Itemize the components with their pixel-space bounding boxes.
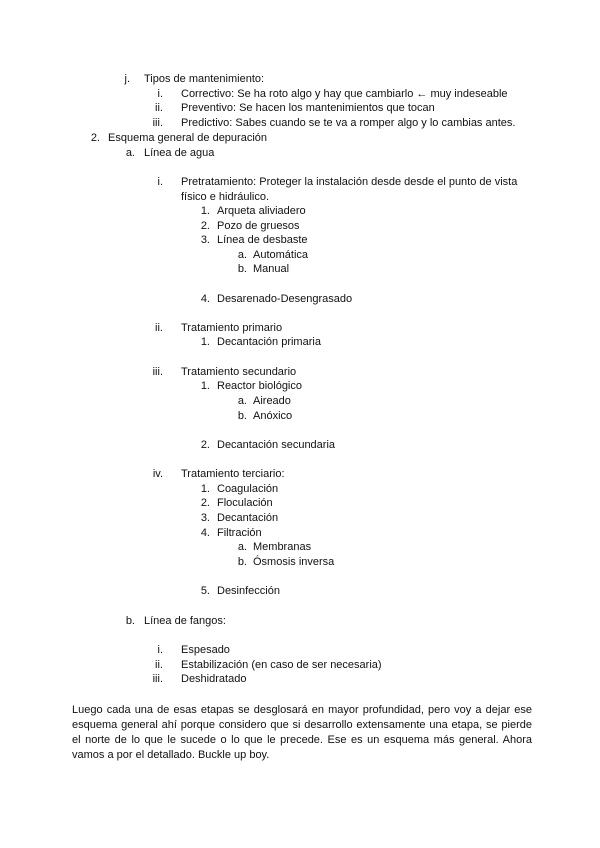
list-item: Automática [253, 249, 309, 261]
section-heading: Esquema general de depuración [108, 132, 268, 144]
list-item: Espesado [181, 644, 230, 656]
list-item: Decantación secundaria [217, 439, 336, 451]
list-marker: 4. [200, 293, 210, 305]
list-marker: 4. [200, 527, 210, 539]
list-item: Línea de desbaste [217, 234, 308, 246]
list-item: Membranas [253, 541, 312, 553]
list-marker: iii. [152, 366, 163, 378]
closing-paragraph: Luego cada una de esas etapas se desglosará en mayor profundidad, pero voy a dejar ese esquema general ahí porque considero que si desarrollo extensamente una etapa, se pierde el norte de lo que le sucede o lo que le precede. Ese es un esquema más general. Ahora vamos a por el detallado. Buckle up boy. [72, 704, 532, 761]
list-marker: j. [124, 73, 130, 85]
list-marker: a. [237, 249, 247, 261]
list-item: Tratamiento terciario: [181, 468, 285, 480]
list-item: Manual [253, 263, 290, 275]
list-marker: 2. [200, 220, 210, 232]
list-marker: a. [237, 541, 247, 553]
list-item: Decantación primaria [217, 336, 321, 348]
list-marker: iv. [152, 468, 163, 480]
list-marker: b. [237, 263, 247, 275]
list-item-continuation: físico e hidráulico. [181, 191, 270, 203]
list-marker: i. [157, 88, 163, 100]
list-item: Filtración [217, 527, 262, 539]
list-item: Desarenado-Desengrasado [217, 293, 353, 305]
list-marker: 2. [90, 132, 100, 144]
list-item: Reactor biológico [217, 380, 302, 392]
list-item: Desinfección [217, 585, 280, 597]
list-marker: iii. [152, 117, 163, 129]
list-marker: 1. [200, 205, 210, 217]
list-marker: i. [157, 176, 163, 188]
list-item: Arqueta aliviadero [217, 205, 306, 217]
list-item: Predictivo: Sabes cuando se te va a romper algo y lo cambias antes. [181, 117, 516, 129]
list-marker: 1. [200, 380, 210, 392]
list-marker: ii. [155, 102, 163, 114]
list-marker: b. [125, 615, 135, 627]
list-item: Decantación [217, 512, 279, 524]
list-marker: 2. [200, 439, 210, 451]
list-marker: a. [237, 395, 247, 407]
list-marker: 2. [200, 497, 210, 509]
subsection-heading: Línea de fangos: [144, 615, 226, 627]
list-item: Anóxico [253, 410, 293, 422]
list-marker: 3. [200, 512, 210, 524]
list-marker: 3. [200, 234, 210, 246]
list-marker: i. [157, 644, 163, 656]
list-item: Deshidratado [181, 673, 247, 685]
list-marker: iii. [152, 673, 163, 685]
list-item: Ósmosis inversa [253, 556, 335, 568]
list-marker: b. [237, 410, 247, 422]
list-item: Floculación [217, 497, 273, 509]
list-marker: 1. [200, 483, 210, 495]
list-marker: ii. [155, 659, 163, 671]
list-marker: a. [125, 147, 135, 159]
list-item: Estabilización (en caso de ser necesaria) [181, 659, 382, 671]
list-item: Coagulación [217, 483, 279, 495]
list-item-heading: Tipos de mantenimiento: [144, 73, 265, 85]
list-item: Preventivo: Se hacen los mantenimientos que tocan [181, 102, 435, 114]
list-item: Tratamiento primario [181, 322, 283, 334]
list-marker: ii. [155, 322, 163, 334]
list-marker: b. [237, 556, 247, 568]
list-marker: 1. [200, 336, 210, 348]
subsection-heading: Línea de agua [144, 147, 215, 159]
list-item: Correctivo: Se ha roto algo y hay que cambiarlo ← muy indeseable [181, 88, 508, 100]
list-item: Pozo de gruesos [217, 220, 300, 232]
list-item: Aireado [253, 395, 291, 407]
list-item: Pretratamiento: Proteger la instalación desde desde el punto de vista [181, 176, 518, 188]
list-marker: 5. [200, 585, 210, 597]
list-item: Tratamiento secundario [181, 366, 297, 378]
